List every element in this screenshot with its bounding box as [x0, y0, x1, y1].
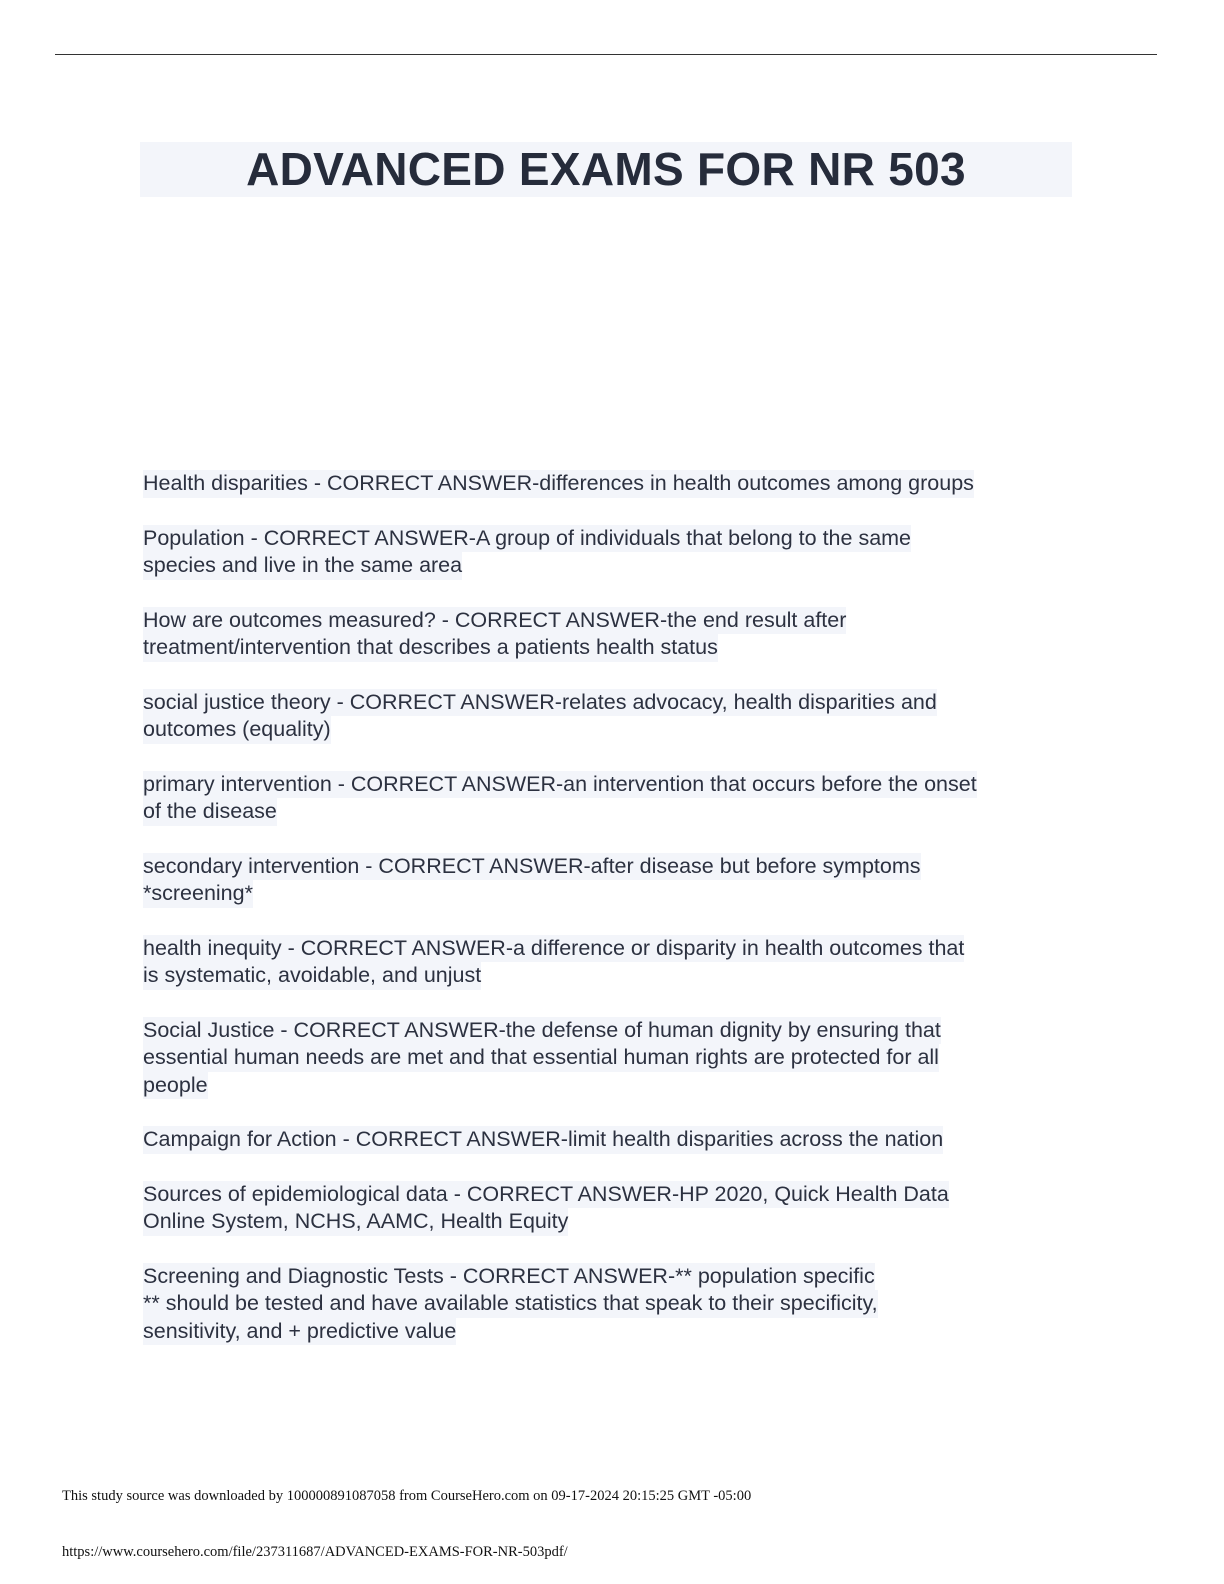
source-url: https://www.coursehero.com/file/237311687/ADVANCED-EXAMS-FOR-NR-503pdf/ [62, 1544, 568, 1560]
qa-line: Health disparities - CORRECT ANSWER-differences in health outcomes among groups [143, 470, 974, 498]
qa-line: primary intervention - CORRECT ANSWER-an intervention that occurs before the onset [143, 771, 977, 799]
qa-line: social justice theory - CORRECT ANSWER-relates advocacy, health disparities and [143, 689, 937, 717]
qa-item [143, 1181, 1083, 1236]
qa-line: Sources of epidemiological data - CORRECT ANSWER-HP 2020, Quick Health Data [143, 1181, 949, 1209]
qa-line: health inequity - CORRECT ANSWER-a difference or disparity in health outcomes that [143, 935, 964, 963]
qa-line: Online System, NCHS, AAMC, Health Equity [143, 1208, 568, 1236]
qa-item [143, 1263, 1083, 1346]
qa-item [143, 470, 1083, 498]
qa-list [143, 470, 1083, 1372]
qa-item [143, 853, 1083, 908]
qa-line: Campaign for Action - CORRECT ANSWER-limit health disparities across the nation [143, 1126, 943, 1154]
qa-line: secondary intervention - CORRECT ANSWER-after disease but before symptoms [143, 853, 921, 881]
qa-item [143, 1017, 1083, 1100]
qa-line: is systematic, avoidable, and unjust [143, 962, 481, 990]
qa-line: treatment/intervention that describes a patients health status [143, 634, 718, 662]
qa-line: essential human needs are met and that essential human rights are protected for all [143, 1044, 939, 1072]
qa-item [143, 607, 1083, 662]
qa-line: people [143, 1072, 208, 1100]
qa-line: ** should be tested and have available statistics that speak to their specificity, [143, 1290, 878, 1318]
qa-line: Population - CORRECT ANSWER-A group of individuals that belong to the same [143, 525, 911, 553]
qa-line: outcomes (equality) [143, 716, 331, 744]
qa-item [143, 771, 1083, 826]
qa-line: species and live in the same area [143, 552, 462, 580]
title-banner [140, 142, 1072, 197]
qa-line: How are outcomes measured? - CORRECT ANSWER-the end result after [143, 607, 846, 635]
header-rule [55, 54, 1157, 55]
qa-line: sensitivity, and + predictive value [143, 1318, 456, 1346]
qa-item [143, 525, 1083, 580]
qa-line: Social Justice - CORRECT ANSWER-the defense of human dignity by ensuring that [143, 1017, 941, 1045]
qa-item [143, 935, 1083, 990]
qa-item [143, 1126, 1083, 1154]
qa-line: Screening and Diagnostic Tests - CORRECT ANSWER-** population specific [143, 1263, 875, 1291]
qa-line: *screening* [143, 880, 253, 908]
qa-line: of the disease [143, 798, 277, 826]
qa-item [143, 689, 1083, 744]
download-source-note: This study source was downloaded by 100000891087058 from CourseHero.com on 09-17-2024 20:15:25 GMT -05:00 [62, 1488, 752, 1504]
page-title: ADVANCED EXAMS FOR NR 503 [246, 143, 966, 195]
